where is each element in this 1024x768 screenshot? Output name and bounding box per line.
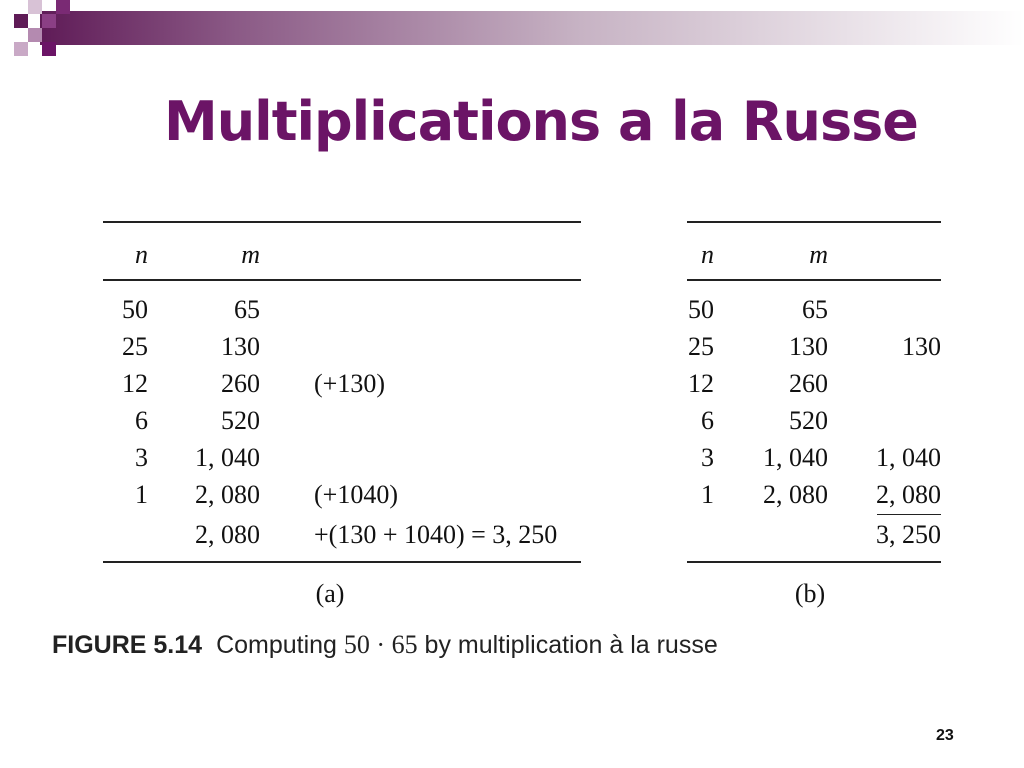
table-a-bottom-rule <box>103 561 581 563</box>
table-b-header-m: m <box>809 240 828 269</box>
table-a-final-m: 2, 080 <box>195 520 260 549</box>
table-a-n: 3 <box>135 443 148 472</box>
table-b-n: 3 <box>701 443 714 472</box>
table-b-sum-rule <box>877 514 941 515</box>
table-b-sum: 3, 250 <box>876 520 941 549</box>
figure-caption <box>52 630 718 660</box>
table-a-m: 65 <box>234 295 260 324</box>
table-a-n: 50 <box>122 295 148 324</box>
table-b-kept: 2, 080 <box>876 480 941 509</box>
table-b-label: (b) <box>794 579 826 608</box>
table-b-top-rule <box>687 221 941 223</box>
table-b-m: 260 <box>789 369 828 398</box>
table-a-m: 1, 040 <box>195 443 260 472</box>
slide-title: Multiplications a la Russe <box>164 90 918 153</box>
table-a-m: 2, 080 <box>195 480 260 509</box>
figure-label: FIGURE 5.14 <box>52 631 203 659</box>
page-number: 23 <box>936 727 954 744</box>
caption-text-before: Computing <box>216 631 337 659</box>
table-b-n: 50 <box>688 295 714 324</box>
deco-square <box>14 14 28 28</box>
table-b-n: 12 <box>688 369 714 398</box>
table-b-m: 130 <box>789 332 828 361</box>
table-b-kept: 130 <box>902 332 941 361</box>
caption-text-after: by multiplication à la russe <box>424 631 718 659</box>
table-b-bottom-rule <box>687 561 941 563</box>
header-gradient-bar <box>40 11 1024 45</box>
table-b-n: 25 <box>688 332 714 361</box>
table-b-n: 6 <box>701 406 714 435</box>
table-b-m: 65 <box>802 295 828 324</box>
table-b-m: 1, 040 <box>763 443 828 472</box>
table-a-header-rule <box>103 279 581 281</box>
table-a-header-m: m <box>241 240 260 269</box>
table-a-label: (a) <box>315 579 345 608</box>
table-a-n: 25 <box>122 332 148 361</box>
deco-square <box>42 42 56 56</box>
deco-square <box>28 0 42 14</box>
table-a-note: (+1040) <box>314 480 398 509</box>
table-a-header-n: n <box>135 240 148 269</box>
deco-square <box>56 0 70 14</box>
table-a-n: 6 <box>135 406 148 435</box>
table-b-header-n: n <box>701 240 714 269</box>
deco-square <box>14 42 28 56</box>
table-a-m: 520 <box>221 406 260 435</box>
table-a-n: 12 <box>122 369 148 398</box>
table-a-final-note: +(130 + 1040) = 3, 250 <box>314 520 558 549</box>
table-b-kept: 1, 040 <box>876 443 941 472</box>
table-b-header-rule <box>687 279 941 281</box>
table-a-m: 130 <box>221 332 260 361</box>
header-decoration <box>0 0 1024 60</box>
caption-math: 50 · 65 <box>343 630 418 659</box>
table-a-m: 260 <box>221 369 260 398</box>
table-b-m: 2, 080 <box>763 480 828 509</box>
table-b-n: 1 <box>701 480 714 509</box>
deco-square <box>28 28 42 42</box>
deco-square <box>42 14 56 28</box>
table-a-note: (+130) <box>314 369 385 398</box>
table-a-n: 1 <box>135 480 148 509</box>
table-a-top-rule <box>103 221 581 223</box>
table-b-m: 520 <box>789 406 828 435</box>
